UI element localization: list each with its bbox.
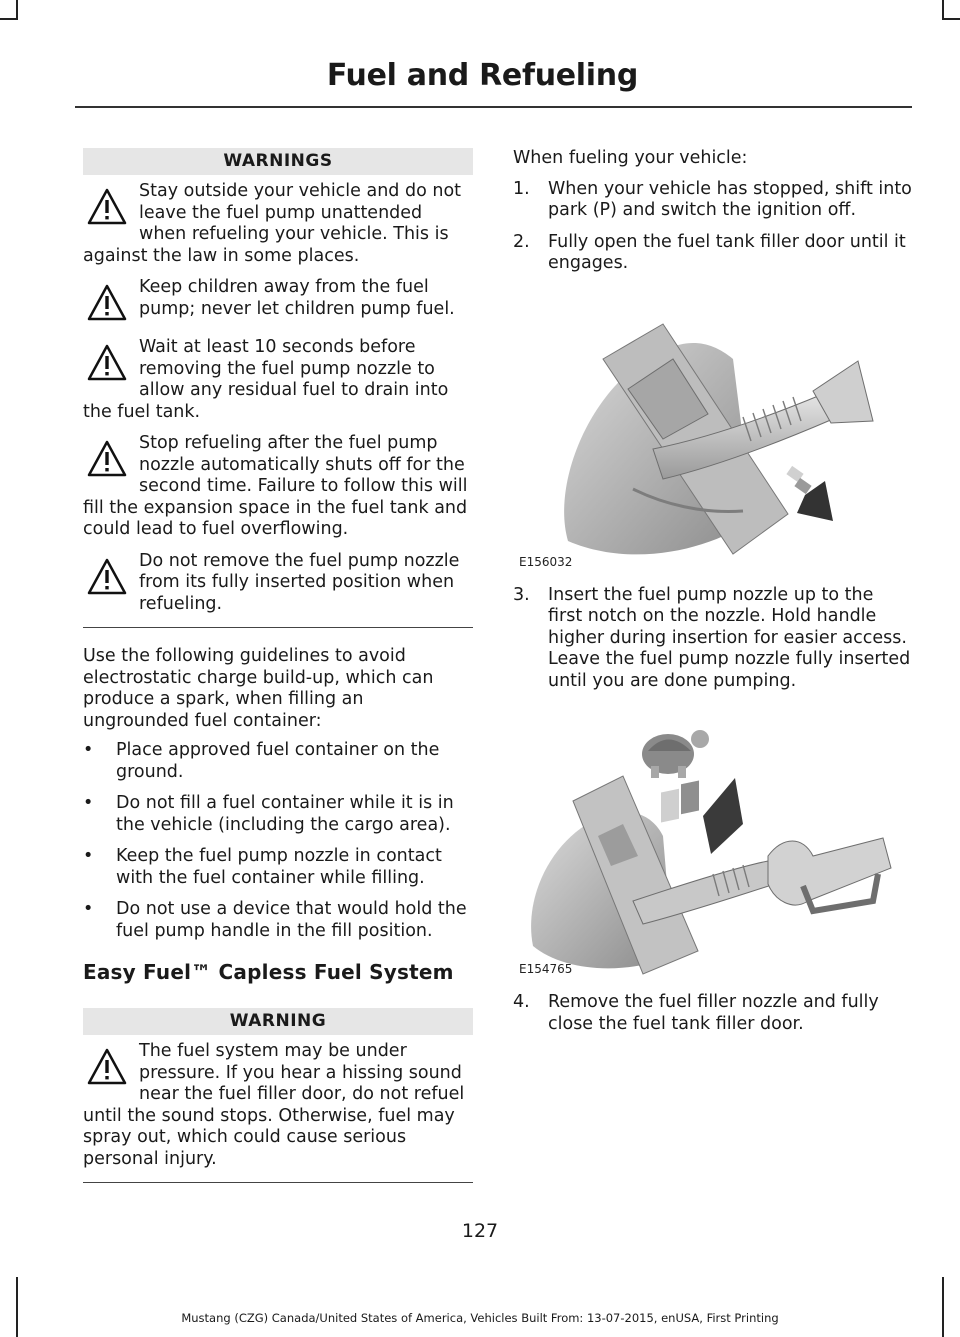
warning-triangle-icon [87, 283, 127, 323]
left-column [83, 148, 473, 1183]
warning-triangle-icon [87, 343, 127, 383]
electrostatic-intro: Use the following guidelines to avoid electrostatic charge build-up, which can produce a spark, when filling an ungrounded fuel container: [83, 646, 434, 731]
step-item: 3. Insert the fuel pump nozzle up to the first notch on the nozzle. Hold handle higher during insertion for easier access. Leave the fuel pump nozzle fully inserted until you are done pumping. [513, 584, 911, 691]
direction-arrow-icon [661, 778, 743, 854]
bullet: • [83, 793, 94, 813]
step-item: 4. Remove the fuel filler nozzle and fully close the fuel tank filler door. [513, 992, 879, 1034]
list-item: • Keep the fuel pump nozzle in contact with the fuel container while filling. [83, 846, 442, 888]
right-column [513, 148, 913, 1035]
fueling-intro: When fueling your vehicle: [513, 148, 748, 168]
footer-text: Mustang (CZG) Canada/United States of America, Vehicles Built From: 13-07-2015, enUSA, First Printing [181, 1311, 779, 1325]
warning-heading: WARNING [83, 1008, 473, 1035]
fueling-steps [513, 179, 913, 275]
list-item: • Do not fill a fuel container while it is in the vehicle (including the cargo area). [83, 793, 454, 835]
electrostatic-list [83, 740, 473, 942]
warning-text: The fuel system may be under pressure. If you hear a hissing sound near the fuel filler door, do not refuel until the sound stops. Otherwise, fuel may spray out, which could cause serious personal injury. [83, 1041, 465, 1169]
warning-triangle-icon [87, 557, 127, 597]
fueling-steps-cont [513, 585, 913, 693]
header-divider [75, 106, 912, 108]
figure-code: E154765 [519, 962, 573, 976]
warning-text: Keep children away from the fuel pump; never let children pump fuel. [139, 277, 455, 319]
crop-mark [942, 18, 960, 20]
step-item: 1. When your vehicle has stopped, shift into park (P) and switch the ignition off. [513, 178, 912, 220]
figure-insert-nozzle [513, 706, 903, 978]
nozzle-insert-illustration [513, 706, 903, 978]
fuel-nozzle-illustration [513, 299, 903, 571]
bullet: • [83, 846, 94, 866]
page-title: Fuel and Refueling [326, 58, 638, 93]
list-item: • Place approved fuel container on the ground. [83, 740, 440, 782]
figure-fuel-door-nozzle [513, 299, 903, 571]
bullet: • [83, 740, 94, 760]
warning-item [83, 433, 473, 541]
warning-triangle-icon [87, 187, 127, 227]
page-number: 127 [461, 1220, 499, 1242]
turtle-icon [642, 730, 709, 778]
warning-item [83, 277, 473, 320]
direction-arrow-icon [786, 465, 833, 520]
warning-text: Stop refueling after the fuel pump nozzle automatically shuts off for the second time. Failure to follow this will fill the expansion space in the fuel tank and could lead to fuel overflowing. [83, 433, 468, 539]
warning-item [83, 551, 473, 616]
warning-item [83, 1041, 473, 1170]
warning-triangle-icon [87, 1047, 127, 1087]
warning-item [83, 337, 473, 423]
warning-text: Wait at least 10 seconds before removing the fuel pump nozzle to allow any residual fuel to drain into the fuel tank. [83, 337, 449, 422]
list-item: • Do not use a device that would hold the fuel pump handle in the fill position. [83, 899, 467, 941]
fueling-steps-end [513, 992, 913, 1035]
step-item: 2. Fully open the fuel tank filler door until it engages. [513, 231, 906, 273]
crop-mark [16, 0, 18, 20]
warning-divider [83, 627, 473, 628]
bullet: • [83, 899, 94, 919]
crop-mark [0, 18, 18, 20]
section-heading: Easy Fuel™ Capless Fuel System [83, 960, 454, 984]
crop-mark [16, 1277, 18, 1337]
warnings-heading: WARNINGS [83, 148, 473, 175]
warning-divider [83, 1182, 473, 1183]
warning-item [83, 181, 473, 267]
figure-code: E156032 [519, 554, 573, 569]
warning-text: Do not remove the fuel pump nozzle from its fully inserted position when refueling. [139, 550, 460, 614]
warning-triangle-icon [87, 439, 127, 479]
crop-mark [942, 0, 944, 20]
warning-text: Stay outside your vehicle and do not leave the fuel pump unattended when refueling your vehicle. This is against the law in some places. [83, 181, 462, 266]
crop-mark [942, 1277, 944, 1337]
